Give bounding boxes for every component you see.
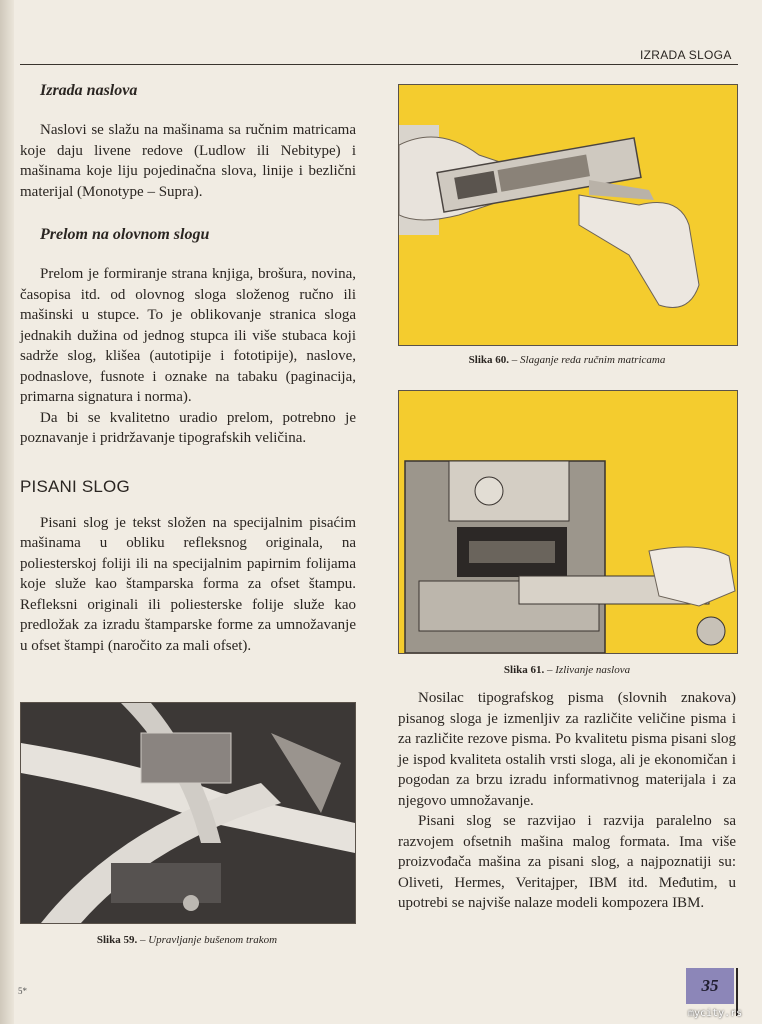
figure-61-number: Slika 61.	[503, 664, 545, 676]
paragraph-prelom-1: Prelom je formiranje strana knjiga, brošura, novina, časopisa itd. od olovnog sloga složenog ručno ili mašinski u stupce. To je oblikovanje stranica sloga jednakih dužina od jednog stupca ili više stubaca koji sadrže slog, klišea (autotipije i fototipije), naslove, podnaslove, fusnote i oznake na tabaku (paginacija, primarna signatura i norma).	[20, 266, 356, 405]
figure-61-caption-text: Izlivanje naslova	[555, 664, 631, 676]
paragraph-prelom-2: Da bi se kvalitetno uradio prelom, potrebno je poznavanje i pridržavanje tipografskih veličina.	[20, 409, 356, 446]
figure-61-photo	[398, 390, 738, 654]
paragraph-pisani-slog: Pisani slog je tekst složen na specijalnim pisaćim mašinama u obliku refleksnog originala, na poliesterskoj foliji ili na specijalnim papirnim folijama koje služe kao štamparska forma za ofset štampu. Refleksni originali ili poliesterske folije služe kao predložak za izradu štamparske forme za umnožavanje u ofset štampi (naročito za mali ofset).	[20, 514, 356, 654]
punched-tape-illustration	[21, 703, 355, 923]
figure-59-caption-text: Upravljanje bušenom trakom	[148, 934, 278, 946]
right-column	[398, 688, 736, 914]
figure-60-caption: Slika 60. – Slaganje reda ručnim matricama	[468, 354, 666, 366]
running-header: IZRADA SLOGA	[640, 48, 732, 62]
figure-61-caption: Slika 61. – Izlivanje naslova	[503, 664, 631, 676]
figure-59-number: Slika 59.	[96, 934, 138, 946]
figure-60-caption-text: Slaganje reda ručnim matricama	[520, 354, 666, 366]
site-watermark: mycity.rs	[688, 1008, 743, 1019]
page-binding-shadow	[0, 0, 14, 1024]
casting-machine-illustration	[399, 391, 737, 653]
hands-with-matrix-stick-illustration	[399, 85, 737, 345]
section-title-pisani-slog: PISANI SLOG	[20, 476, 130, 496]
figure-60-photo	[398, 84, 738, 346]
figure-59-photo	[20, 702, 356, 924]
paragraph-razvoj: Pisani slog se razvijao i razvija paralelno sa razvojem ofsetnih mašina malog formata. Ima više proizvođača mašina za pisani slog, a najpoznatiji su: Oliveti, Hermes, Veritajper, IBM itd. Međutim, u upotrebi se najviše nalaze modeli kompozera IBM.	[398, 813, 736, 911]
heading-prelom: Prelom na olovnom slogu	[40, 226, 210, 243]
header-rule	[20, 64, 738, 65]
paragraph-izrada-naslova: Naslovi se slažu na mašinama sa ručnim matricama koje daju livene redove (Ludlow ili Nebitype) i mašinama koje liju pojedinačna slova, linije i bezlični materijal (Monotype – Supra).	[20, 122, 356, 200]
heading-izrada-naslova: Izrada naslova	[40, 82, 138, 99]
left-column	[20, 82, 356, 656]
figure-60-number: Slika 60.	[468, 354, 510, 366]
folio-mark: 5*	[18, 986, 27, 996]
page-number: 35	[686, 968, 734, 1004]
figure-59-caption: Slika 59. – Upravljanje bušenom trakom	[96, 934, 278, 946]
paragraph-nosilac: Nosilac tipografskog pisma (slovnih znakova) pisanog sloga je izmenljiv za različite veličine pisma i za različite rezove pisma. Po kvalitetu pisma pisani slog je ispod kvaliteta ostalih vrsti sloga, ali je ekonomičan i pogodan za brzu izradu informativnog materijala i za njegovo umnožavanje.	[398, 690, 736, 809]
